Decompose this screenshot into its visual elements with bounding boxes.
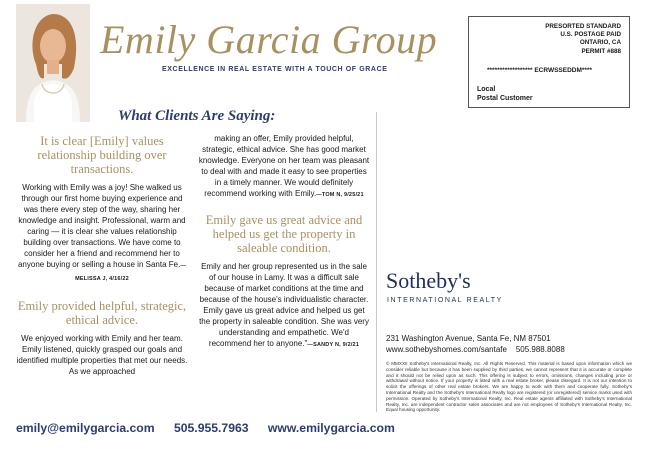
brokerage-website-phone: www.sothebyshomes.com/santafe 505.988.8088 [386,345,565,354]
testimonial-body [198,261,370,351]
phone-number[interactable]: 505.955.7963 [173,421,249,435]
recipient-line: Postal Customer [477,95,533,102]
testimonial-text: Working with Emily was a joy! She walked us through our first home buying experience and was there every step of the way, sharing her knowledge and insight. Professional, warm and caring — it is clear she values relationship building over transactions. We have come to consider her a friend and recommend her to anyone buying or selling a house in Santa Fe. [17,183,186,269]
testimonials-column-middle [198,133,370,351]
section-heading: What Clients Are Saying: [118,108,276,124]
brokerage-subtitle: INTERNATIONAL REALTY [387,297,503,304]
testimonial-attribution: —SANDY N, 9/2/21 [307,342,360,348]
testimonial-attribution: —TOM N, 9/25/21 [316,192,364,198]
recipient-block [477,85,533,103]
testimonial-text: making an offer, Emily provided helpful, strategic, ethical advice. She has good market knowledge. Everyone on her team was pleasant to deal with and made it easy to see properties in a timely manner. We would definitely recommend working with Emily. [198,134,370,198]
postage-line: ONTARIO, CA [579,39,621,47]
ecrwss-line: ****************** ECRWSSEDDM**** [487,67,593,74]
postage-lines [545,23,621,56]
agent-photo [16,4,90,122]
testimonial-headline: Emily provided helpful, strategic, ethical advice. [17,299,187,327]
testimonials-column-left [16,134,188,377]
agent-portrait-image [16,4,90,122]
brokerage-contact [386,333,565,355]
contact-footer [16,421,395,435]
testimonial-body: We enjoyed working with Emily and her team. Emily listened, quickly grasped our goals and identified multiple properties that met our needs. As we approached [16,334,188,376]
logo-title: Emily Garcia Group [100,17,438,62]
postage-line: PRESORTED STANDARD [545,23,621,30]
testimonial-attribution: —MELISSA J, 4/16/22 [75,263,187,282]
email-link[interactable]: emily@emilygarcia.com [16,421,155,435]
postage-line: U.S. POSTAGE PAID [560,31,621,39]
postage-line: PERMIT #888 [581,47,621,55]
column-divider [376,112,377,412]
website-link[interactable]: www.emilygarcia.com [267,421,395,435]
logo-tagline: EXCELLENCE IN REAL ESTATE WITH A TOUCH OF GRACE [162,66,388,73]
brokerage-logo: Sotheby's [386,268,471,293]
testimonial-headline: Emily gave us great advice and helped us get the property in saleable condition. [205,213,363,255]
testimonial-body [16,182,188,285]
legal-disclaimer: © MMXXII Sotheby's International Realty, Inc. All Rights Reserved. This material is based upon information which we consider reliable but because it has been supplied by third parties, we cannot represent that it is accurate or complete and it should not be relied upon as such. This offering is subject to errors, omissions, changes including price or withdrawal without notice. If your property is listed with a real estate broker, please disregard. It is not our intention to solicit the offerings of other real estate brokers. We are happy to work with them and cooperate fully. Sotheby's International Realty and the Sotheby's International Realty logo are registered (or unregistered) service marks used with permission. Operated by Sotheby's International Realty, Inc. Real estate agents affiliated with Sotheby's International Realty, Inc. are independent contractor sales associates and are not employees of Sotheby's International Realty, Inc. Equal housing opportunity. [386,361,632,413]
brokerage-address: 231 Washington Avenue, Santa Fe, NM 87501 [386,334,551,343]
testimonial-body [198,133,370,201]
group-logo [100,16,438,86]
testimonial-headline: It is clear [Emily] values relationship building over transactions. [37,134,167,176]
recipient-line: Local [477,86,496,93]
postal-indicia-box [468,16,630,108]
testimonial-text: Emily and her group represented us in the sale of our house in Lamy. It was a difficult sale because of market conditions at the time and because of the house's individualistic character. Emily gave us great advice and helped us get the property in saleable condition. She was very understanding and empathetic. We'd recommend her to anyone." [199,262,369,348]
